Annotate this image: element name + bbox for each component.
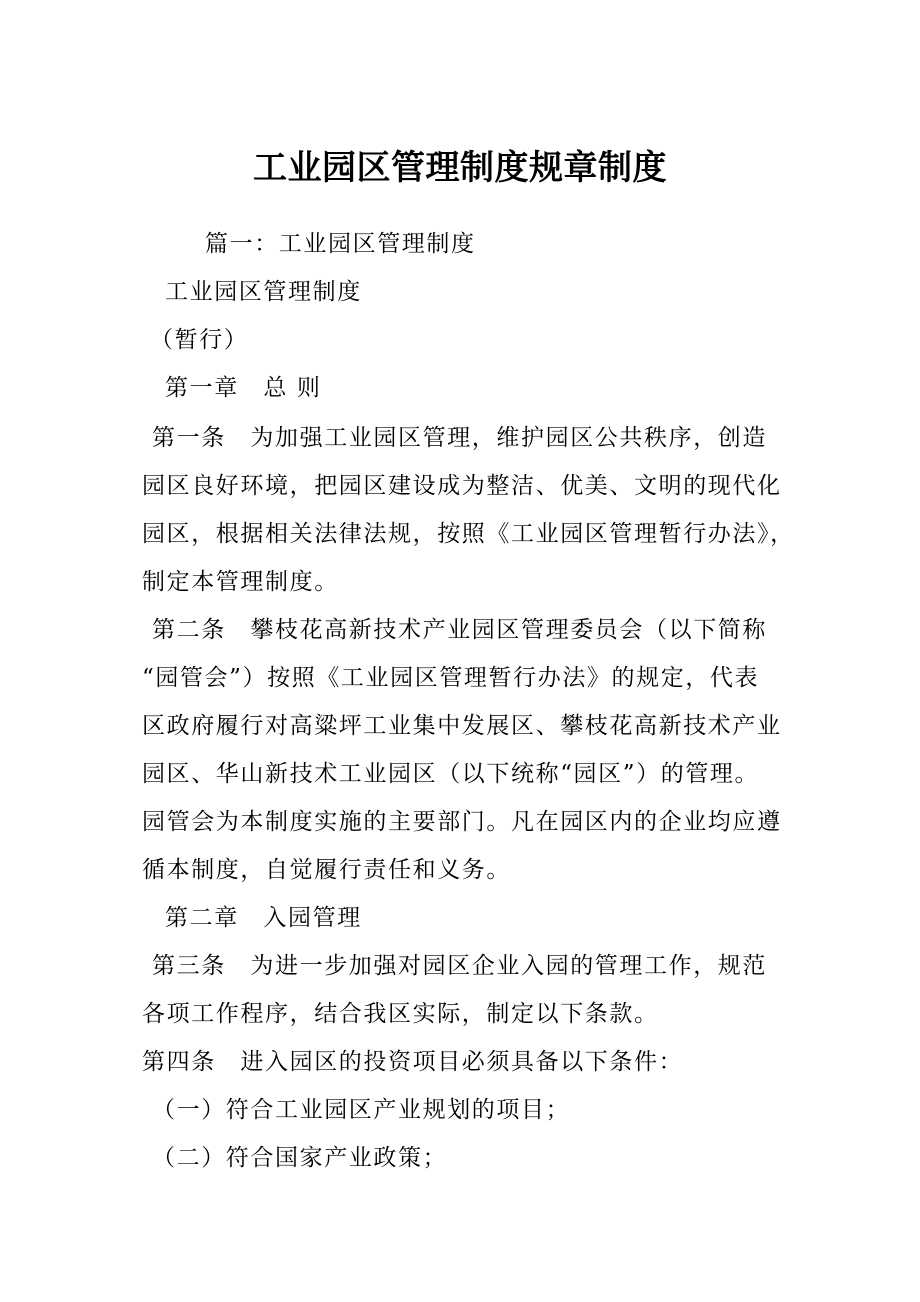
article-line: 制定本管理制度。 — [142, 569, 339, 595]
article-line: 园管会为本制度实施的主要部门。凡在园区内的企业均应遵 — [142, 809, 782, 835]
article-line: 园区良好环境，把园区建设成为整洁、优美、文明的现代化 — [142, 473, 782, 499]
section-heading: 篇一：工业园区管理制度 — [205, 231, 476, 257]
article-line: 园区、华山新技术工业园区（以下统称“园区”）的管理。 — [142, 761, 760, 787]
article-line: 第二条 攀枝花高新技术产业园区管理委员会（以下简称 — [152, 617, 767, 643]
article-line: 园区，根据相关法律法规，按照《工业园区管理暂行办法》， — [142, 521, 795, 547]
chapter-heading: 第一章 总 则 — [165, 375, 322, 401]
article-line: 第四条 进入园区的投资项目必须具备以下条件： — [142, 1049, 684, 1075]
regulation-title: 工业园区管理制度 — [165, 279, 362, 305]
chapter-heading: 第二章 入园管理 — [165, 905, 362, 931]
article-line: “园管会”）按照《工业园区管理暂行办法》的规定，代表 — [142, 665, 760, 691]
article-line: 各项工作程序，结合我区实际，制定以下条款。 — [142, 1001, 659, 1027]
list-item: （二）符合国家产业政策； — [152, 1145, 448, 1171]
list-item: （一）符合工业园区产业规划的项目； — [152, 1097, 571, 1123]
document-title: 工业园区管理制度规章制度 — [253, 148, 667, 188]
article-line: 循本制度，自觉履行责任和义务。 — [142, 857, 511, 883]
article-line: 第三条 为进一步加强对园区企业入园的管理工作，规范 — [152, 953, 767, 979]
regulation-subtitle: （暂行） — [150, 327, 249, 353]
article-line: 第一条 为加强工业园区管理，维护园区公共秩序，创造 — [152, 425, 767, 451]
article-line: 区政府履行对高粱坪工业集中发展区、攀枝花高新技术产业 — [142, 713, 782, 739]
